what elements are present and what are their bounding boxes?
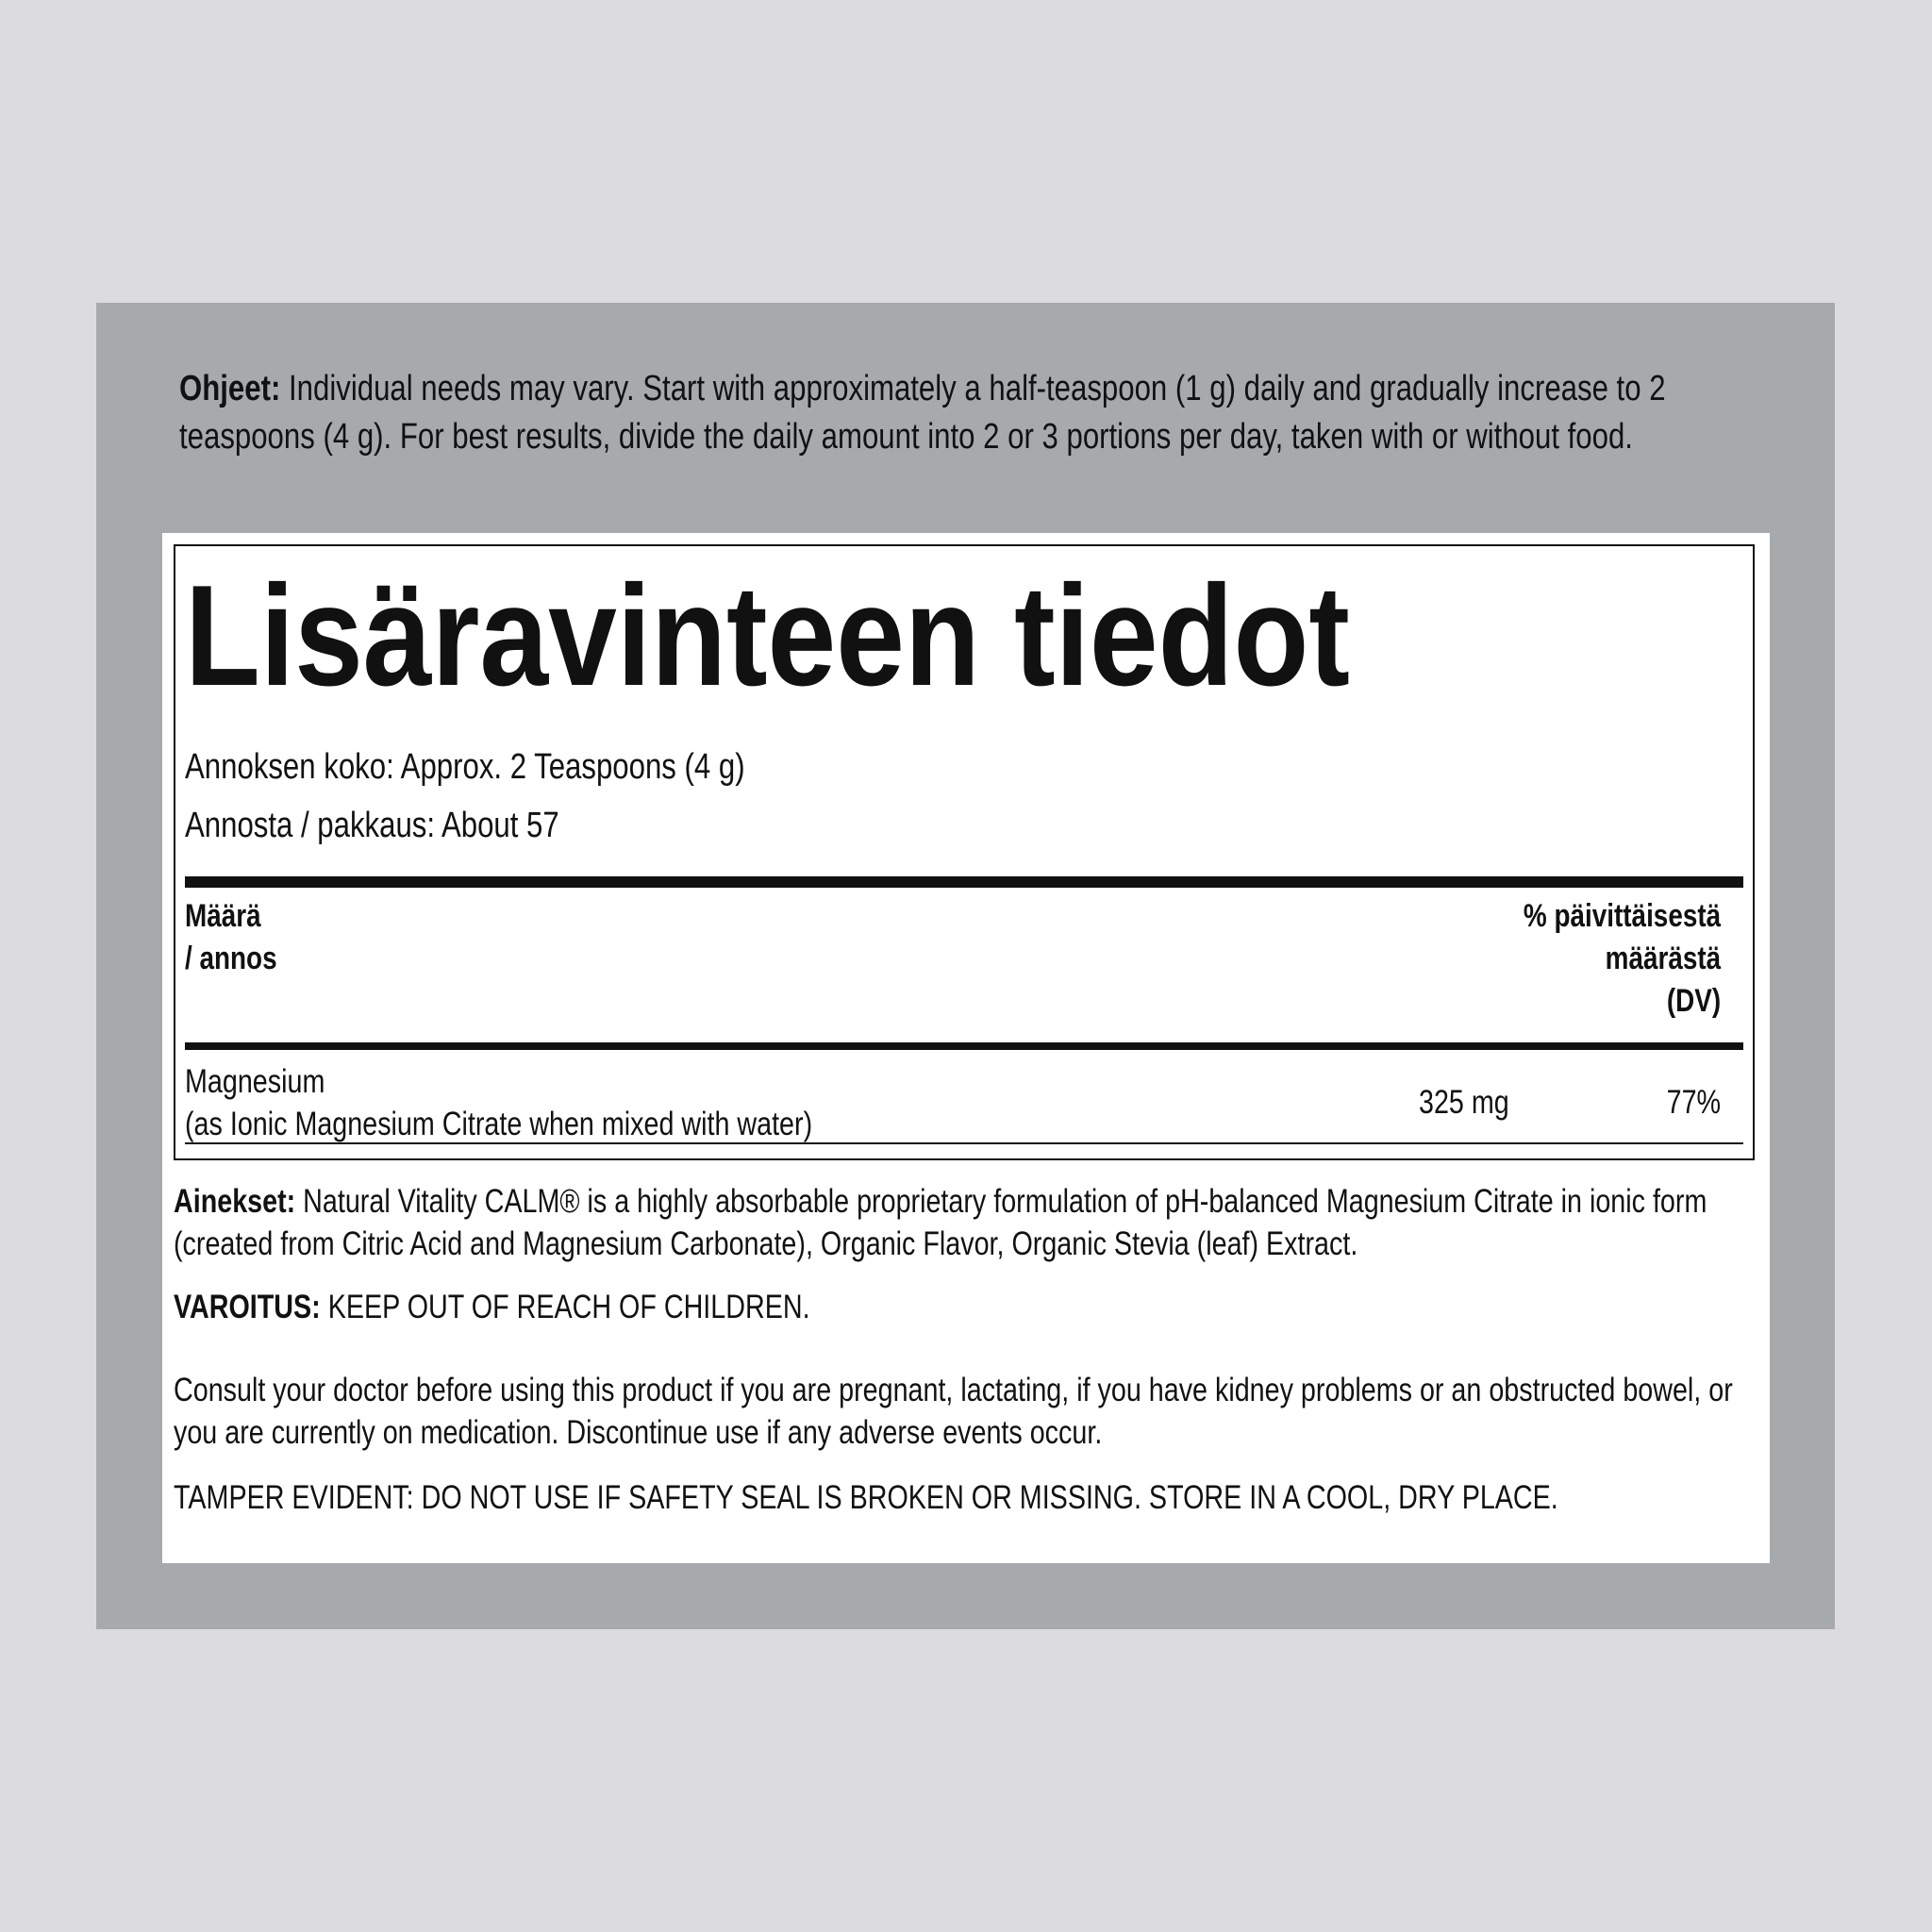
header-left-line2: / annos [185, 941, 277, 976]
label-panel [96, 303, 1835, 1629]
servings-per-container: Annosta / pakkaus: About 57 [185, 806, 559, 845]
nutrient-amount: 325 mg [1419, 1084, 1509, 1121]
header-right-line1: % päivittäisestä [1523, 898, 1721, 934]
ingredients-label: Ainekset: [174, 1183, 296, 1220]
consult-text: Consult your doctor before using this product if you are pregnant, lactating, if you have kidney problems or an obstructed bowel, or you are currently on medication. Discontinue use if any adverse events occur. [174, 1372, 1733, 1451]
amount-per-serving-header [185, 895, 277, 980]
directions-body: Individual needs may vary. Start with approximately a half-teaspoon (1 g) daily and gradually increase to 2 teaspoons (4 g). For best results, divide the daily amount into 2 or 3 portions per day, taken with or without food. [179, 369, 1666, 457]
ingredients-body: Natural Vitality CALM® is a highly absorbable proprietary formulation of pH-balanced Magnesium Citrate in ionic form (created from Citric Acid and Magnesium Carbonate), Organic Flavor, Organic Stevia (leaf) Extract. [174, 1183, 1707, 1262]
nutrient-name [185, 1060, 812, 1145]
ingredients-text [174, 1180, 1783, 1265]
header-right-line2: määrästä [1605, 941, 1721, 976]
tamper-text: TAMPER EVIDENT: DO NOT USE IF SAFETY SEAL IS BROKEN OR MISSING. STORE IN A COOL, DRY PLACE. [174, 1479, 1558, 1516]
nutrient-name-detail: (as Ionic Magnesium Citrate when mixed with water) [185, 1106, 813, 1142]
header-left-line1: Määrä [185, 898, 261, 934]
directions-text [179, 365, 1789, 461]
medium-divider [185, 1042, 1743, 1050]
facts-title: Lisäravinteen tiedot [185, 556, 1350, 716]
warning-text [174, 1286, 1783, 1328]
warning-label: VAROITUS: [174, 1289, 321, 1325]
supplement-facts-box [174, 544, 1755, 1160]
nutrient-name-primary: Magnesium [185, 1063, 325, 1100]
warning-body: KEEP OUT OF REACH OF CHILDREN. [320, 1289, 810, 1325]
directions-label: Ohjeet: [179, 369, 281, 408]
thick-divider [185, 876, 1743, 888]
serving-size: Annoksen koko: Approx. 2 Teaspoons (4 g) [185, 747, 745, 787]
daily-value-header [1524, 895, 1721, 1023]
header-right-line3: (DV) [1666, 983, 1721, 1019]
nutrient-daily-value: 77% [1666, 1084, 1721, 1121]
label-content [162, 533, 1770, 1563]
thin-divider [185, 1142, 1743, 1144]
